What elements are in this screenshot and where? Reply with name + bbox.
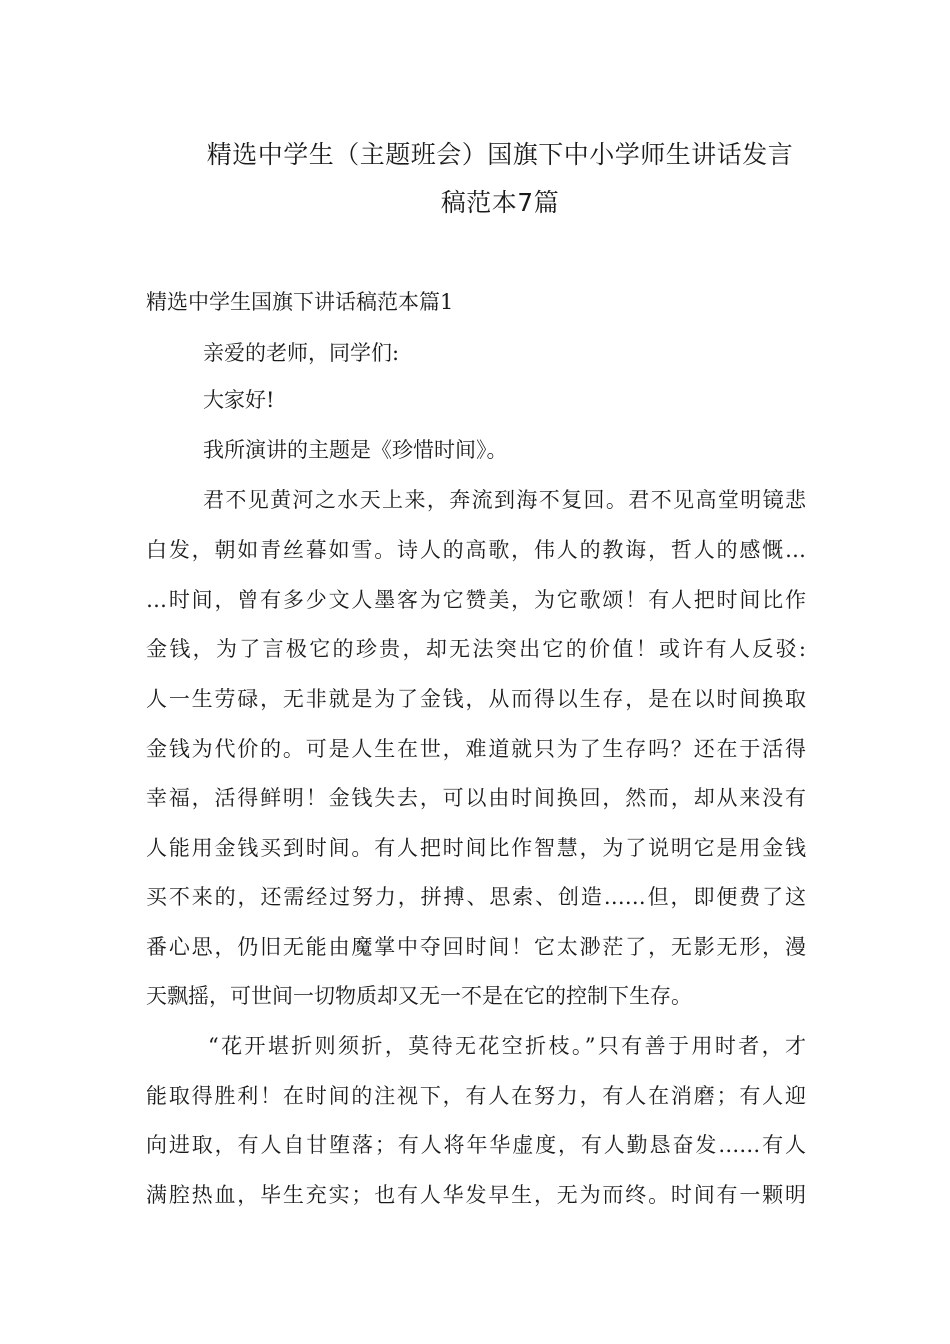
paragraph-1-line: …时间，曾有多少文人墨客为它赞美，为它歌颂！有人把时间比作: [146, 588, 806, 612]
paragraph-2-line: 能取得胜利！在时间的注视下，有人在努力，有人在消磨；有人迎: [146, 1084, 806, 1108]
salutation: 亲爱的老师，同学们:: [203, 341, 400, 365]
paragraph-1-line: 君不见黄河之水天上来，奔流到海不复回。君不见高堂明镜悲: [203, 488, 806, 512]
paragraph-2-line: 满腔热血，毕生充实；也有人华发早生，无为而终。时间有一颗明: [146, 1183, 806, 1207]
paragraph-1-line: 白发，朝如青丝暮如雪。诗人的高歌，伟人的教诲，哲人的感慨…: [146, 538, 806, 562]
paragraph-1-line: 天飘摇，可世间一切物质却又无一不是在它的控制下生存。: [146, 984, 692, 1008]
paragraph-2-line: “花开堪折则须折，莫待无花空折枝。”只有善于用时者，才: [208, 1034, 806, 1058]
paragraph-1-line: 买不来的，还需经过努力，拼搏、思索、创造……但，即便费了这: [146, 885, 806, 909]
paragraph-1-line: 番心思，仍旧无能由魔掌中夺回时间！它太渺茫了，无影无形，漫: [146, 935, 806, 959]
paragraph-1-line: 人能用金钱买到时间。有人把时间比作智慧，为了说明它是用金钱: [146, 836, 806, 860]
greeting: 大家好!: [203, 388, 275, 412]
paragraph-1-line: 幸福，活得鲜明！金钱失去，可以由时间换回，然而，却从来没有: [146, 786, 806, 810]
document-title-line-2: 稿范本7篇: [440, 188, 560, 217]
paragraph-1-line: 金钱，为了言极它的珍贵，却无法突出它的价值！或许有人反驳:: [146, 637, 806, 661]
section-heading: 精选中学生国旗下讲话稿范本篇1: [146, 290, 454, 314]
topic-statement: 我所演讲的主题是《珍惜时间》。: [203, 438, 508, 462]
paragraph-2-line: 向进取，有人自甘堕落；有人将年华虚度，有人勤恳奋发……有人: [146, 1133, 806, 1157]
paragraph-1-line: 金钱为代价的。可是人生在世，难道就只为了生存吗？还在于活得: [146, 737, 806, 761]
paragraph-1-line: 人一生劳碌，无非就是为了金钱，从而得以生存，是在以时间换取: [146, 687, 806, 711]
document-title-line-1: 精选中学生（主题班会）国旗下中小学师生讲话发言: [206, 140, 794, 169]
